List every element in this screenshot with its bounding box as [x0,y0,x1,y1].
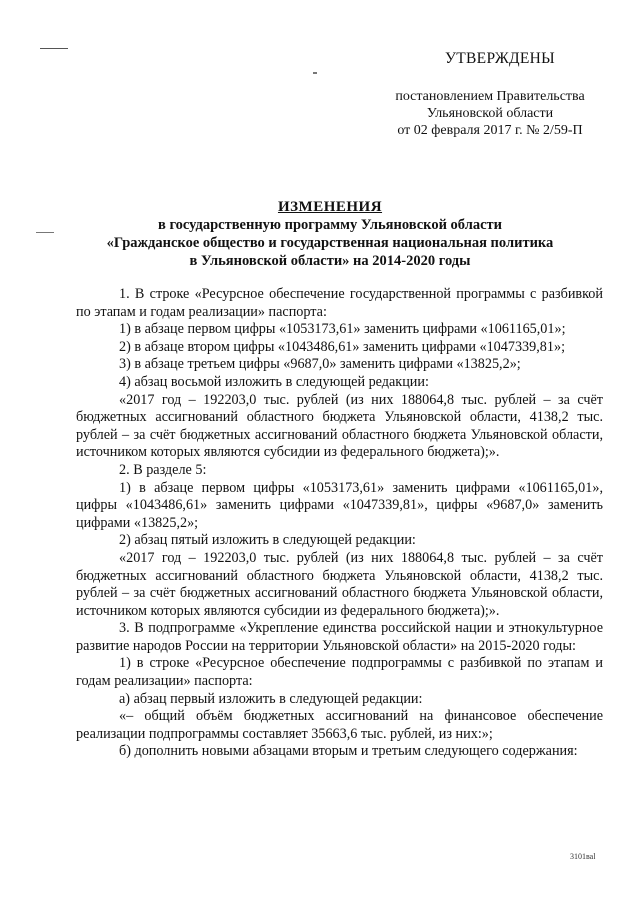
paragraph: а) абзац первый изложить в следующей редакции: [119,690,423,707]
document-title [70,198,590,270]
paragraph: 2) абзац пятый изложить в следующей редакции: [119,532,416,549]
title-main: ИЗМЕНЕНИЯ [277,199,383,215]
approved-stamp: УТВЕРЖДЕНЫ [445,50,555,67]
title-line: в государственную программу Ульяновской области [157,217,502,233]
scan-speck [313,72,317,74]
decree-reference [380,88,600,139]
decree-line: постановлением Правительства [395,89,585,104]
paragraph: 3) в абзаце третьем цифры «9687,0» заменить цифрами «13825,2»; [119,356,521,373]
paragraph: 2. В разделе 5: [119,461,207,478]
decree-line: Ульяновской области [426,106,554,121]
title-line: «Гражданское общество и государственная национальная политика [106,235,554,251]
scan-mark [40,48,68,49]
paragraph: 1. В строке «Ресурсное обеспечение государственной программы с разбивкой по этапам и годам реализации» паспорта: [76,286,603,320]
document-code: 3101ваl [570,852,596,861]
paragraph: 1) в абзаце первом цифры «1053173,61» заменить цифрами «1061165,01», цифры «1043486,61» заменить цифрами «1047339,81», цифры «9687,0» заменить цифрами «13825,2»; [76,479,603,531]
paragraph: б) дополнить новыми абзацами вторым и третьим следующего содержания: [119,743,578,760]
scan-speck [36,232,54,233]
paragraph: 4) абзац восьмой изложить в следующей редакции: [119,373,429,390]
paragraph: 1) в абзаце первом цифры «1053173,61» заменить цифрами «1061165,01»; [119,321,566,338]
decree-line: от 02 февраля 2017 г. № 2/59-П [397,123,583,138]
document-body [76,286,603,761]
paragraph: 2) в абзаце втором цифры «1043486,61» заменить цифрами «1047339,81»; [119,338,566,355]
paragraph: «– общий объём бюджетных ассигнований на финансовое обеспечение реализации подпрограммы составляет 35663,6 тыс. рублей, из них:»; [76,708,603,742]
paragraph: 3. В подпрограмме «Укрепление единства российской нации и этнокультурное развитие народов России на территории Ульяновской области» на 2015-2020 годы: [76,620,603,654]
paragraph: 1) в строке «Ресурсное обеспечение подпрограммы с разбивкой по этапам и годам реализации» паспорта: [76,655,603,690]
title-line: в Ульяновской области» на 2014-2020 годы [189,253,471,269]
paragraph: «2017 год – 192203,0 тыс. рублей (из них 188064,8 тыс. рублей – за счёт бюджетных ассигнований областного бюджета Ульяновской области, 4138,2 тыс. рублей – за счёт бюджетных ассигнований областного бюджета Ульяновской области, источником которых являются субсидии из федерального бюджета);». [76,549,603,619]
paragraph: «2017 год – 192203,0 тыс. рублей (из них 188064,8 тыс. рублей – за счёт бюджетных ассигнований областного бюджета Ульяновской области, 4138,2 тыс. рублей – за счёт бюджетных ассигнований областного бюджета Ульяновской области, источником которых являются субсидии из федерального бюджета);». [76,391,603,461]
